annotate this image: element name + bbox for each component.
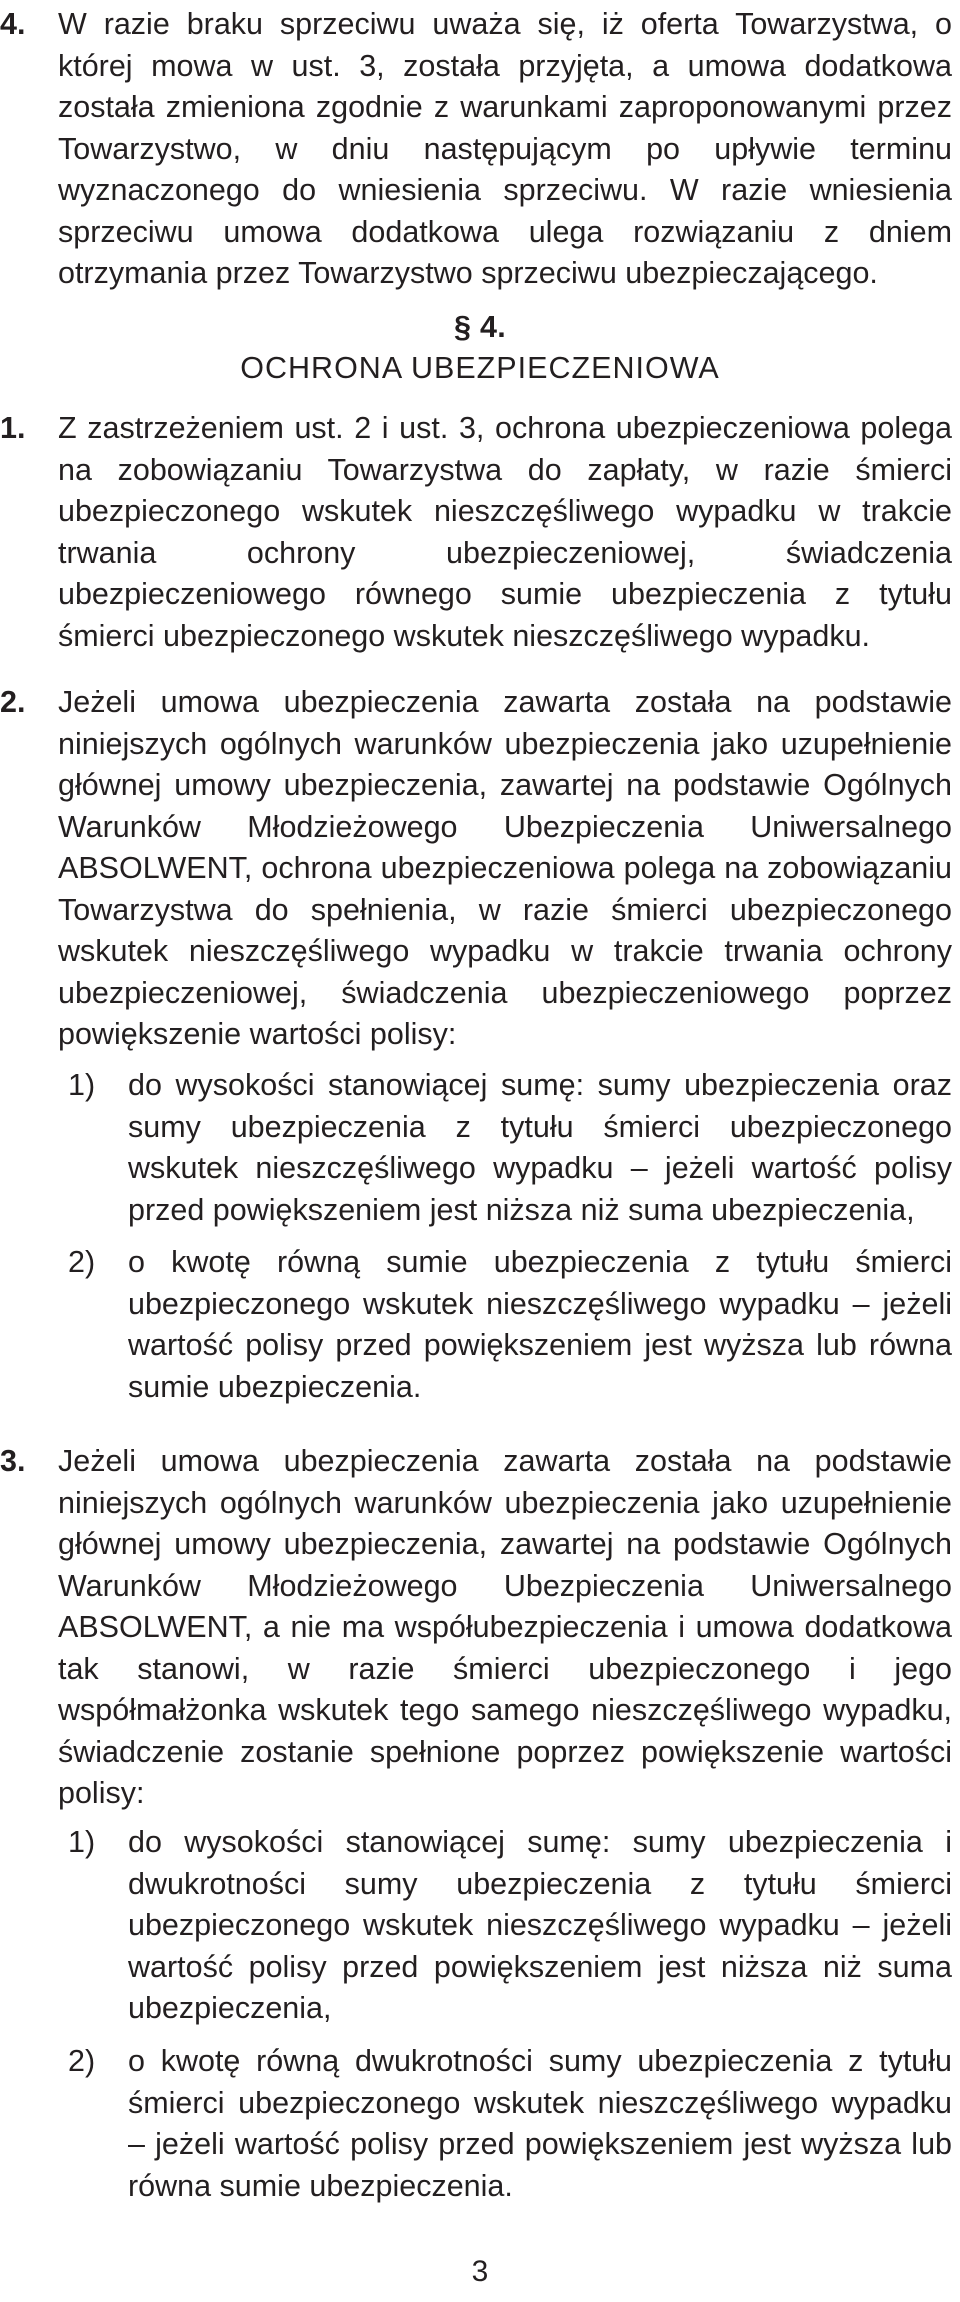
item-3-subitem-2 [58,2041,952,2207]
paragraph-number: 4. [0,7,26,41]
subitem-text: o kwotę równą dwukrotności sumy ubezpieczenia z tytułu śmierci ubezpieczonego wskutek nieszczęśliwego wypadku – jeżeli wartość polisy przed powiększeniem jest wyższa lub równa sumie ubezpieczenia. [128,2044,952,2203]
page-number: 3 [471,2255,489,2288]
subitem-number: 2) [68,2044,96,2078]
item-text: Z zastrzeżeniem ust. 2 i ust. 3, ochrona ubezpieczeniowa polega na zobowiązaniu Towarzystwa do zapłaty, w razie śmierci ubezpieczonego wskutek nieszczęśliwego wypadku w trakcie trwania ochrony ubezpieczeniowej, świadczenia ubezpieczeniowego równego sumie ubezpieczenia z tytułu śmierci ubezpieczonego wskutek nieszczęśliwego wypadku. [58,411,952,653]
subitem-text: do wysokości stanowiącej sumę: sumy ubezpieczenia i dwukrotności sumy ubezpieczenia z tytułu śmierci ubezpieczonego wskutek nieszczęśliwego wypadku – jeżeli wartość polisy przed powiększeniem jest niższa niż suma ubezpieczenia, [128,1825,952,2025]
item-number: 3. [0,1444,26,1478]
item-number: 1. [0,411,26,445]
item-text: Jeżeli umowa ubezpieczenia zawarta została na podstawie niniejszych ogólnych warunków ubezpieczenia jako uzupełnienie głównej umowy ubezpieczenia, zawartej na podstawie Ogólnych Warunków Młodzieżowego Ubezpieczenia Uniwersalnego ABSOLWENT, ochrona ubezpieczeniowa polega na zobowiązaniu Towarzystwa do spełnienia, w razie śmierci ubezpieczonego wskutek nieszczęśliwego wypadku w trakcie trwania ochrony ubezpieczeniowej, świadczenia ubezpieczeniowego poprzez powiększenie wartości polisy: [58,685,952,1051]
subitem-number: 1) [68,1825,96,1859]
item-2-subitem-1 [58,1065,952,1231]
section-title: OCHRONA UBEZPIECZENIOWA [240,351,720,385]
paragraph-text: W razie braku sprzeciwu uważa się, iż oferta Towarzystwa, o której mowa w ust. 3, została przyjęta, a umowa dodatkowa została zmieniona zgodnie z warunkami zaproponowanymi przez Towarzystwo, w dniu następującym po upływie terminu wyznaczonego do wniesienia sprzeciwu. W razie wniesienia sprzeciwu umowa dodatkowa ulega rozwiązaniu z dniem otrzymania przez Towarzystwo sprzeciwu ubezpieczającego. [58,7,952,290]
subitem-text: do wysokości stanowiącej sumę: sumy ubezpieczenia oraz sumy ubezpieczenia z tytułu śmierci ubezpieczonego wskutek nieszczęśliwego wypadku – jeżeli wartość polisy przed powiększeniem jest niższa niż suma ubezpieczenia, [128,1068,952,1227]
section-heading [0,307,960,389]
item-3 [0,1441,952,1815]
item-2 [0,682,952,1056]
item-2-subitem-2 [58,1242,952,1408]
section-number: § 4. [453,310,507,344]
item-3-subitem-1 [58,1822,952,2030]
item-1 [0,408,952,657]
item-number: 2. [0,685,26,719]
subitem-number: 2) [68,1245,96,1279]
subitem-number: 1) [68,1068,96,1102]
paragraph-4 [0,4,952,295]
item-text: Jeżeli umowa ubezpieczenia zawarta została na podstawie niniejszych ogólnych warunków ubezpieczenia jako uzupełnienie głównej umowy ubezpieczenia, zawartej na podstawie Ogólnych Warunków Młodzieżowego Ubezpieczenia Uniwersalnego ABSOLWENT, a nie ma współubezpieczenia i umowa dodatkowa tak stanowi, w razie śmierci ubezpieczonego i jego współmałżonka wskutek tego samego nieszczęśliwego wypadku, świadczenie zostanie spełnione poprzez powiększenie wartości polisy: [58,1444,952,1810]
subitem-text: o kwotę równą sumie ubezpieczenia z tytułu śmierci ubezpieczonego wskutek nieszczęśliwego wypadku – jeżeli wartość polisy przed powiększeniem jest wyższa lub równa sumie ubezpieczenia. [128,1245,952,1404]
